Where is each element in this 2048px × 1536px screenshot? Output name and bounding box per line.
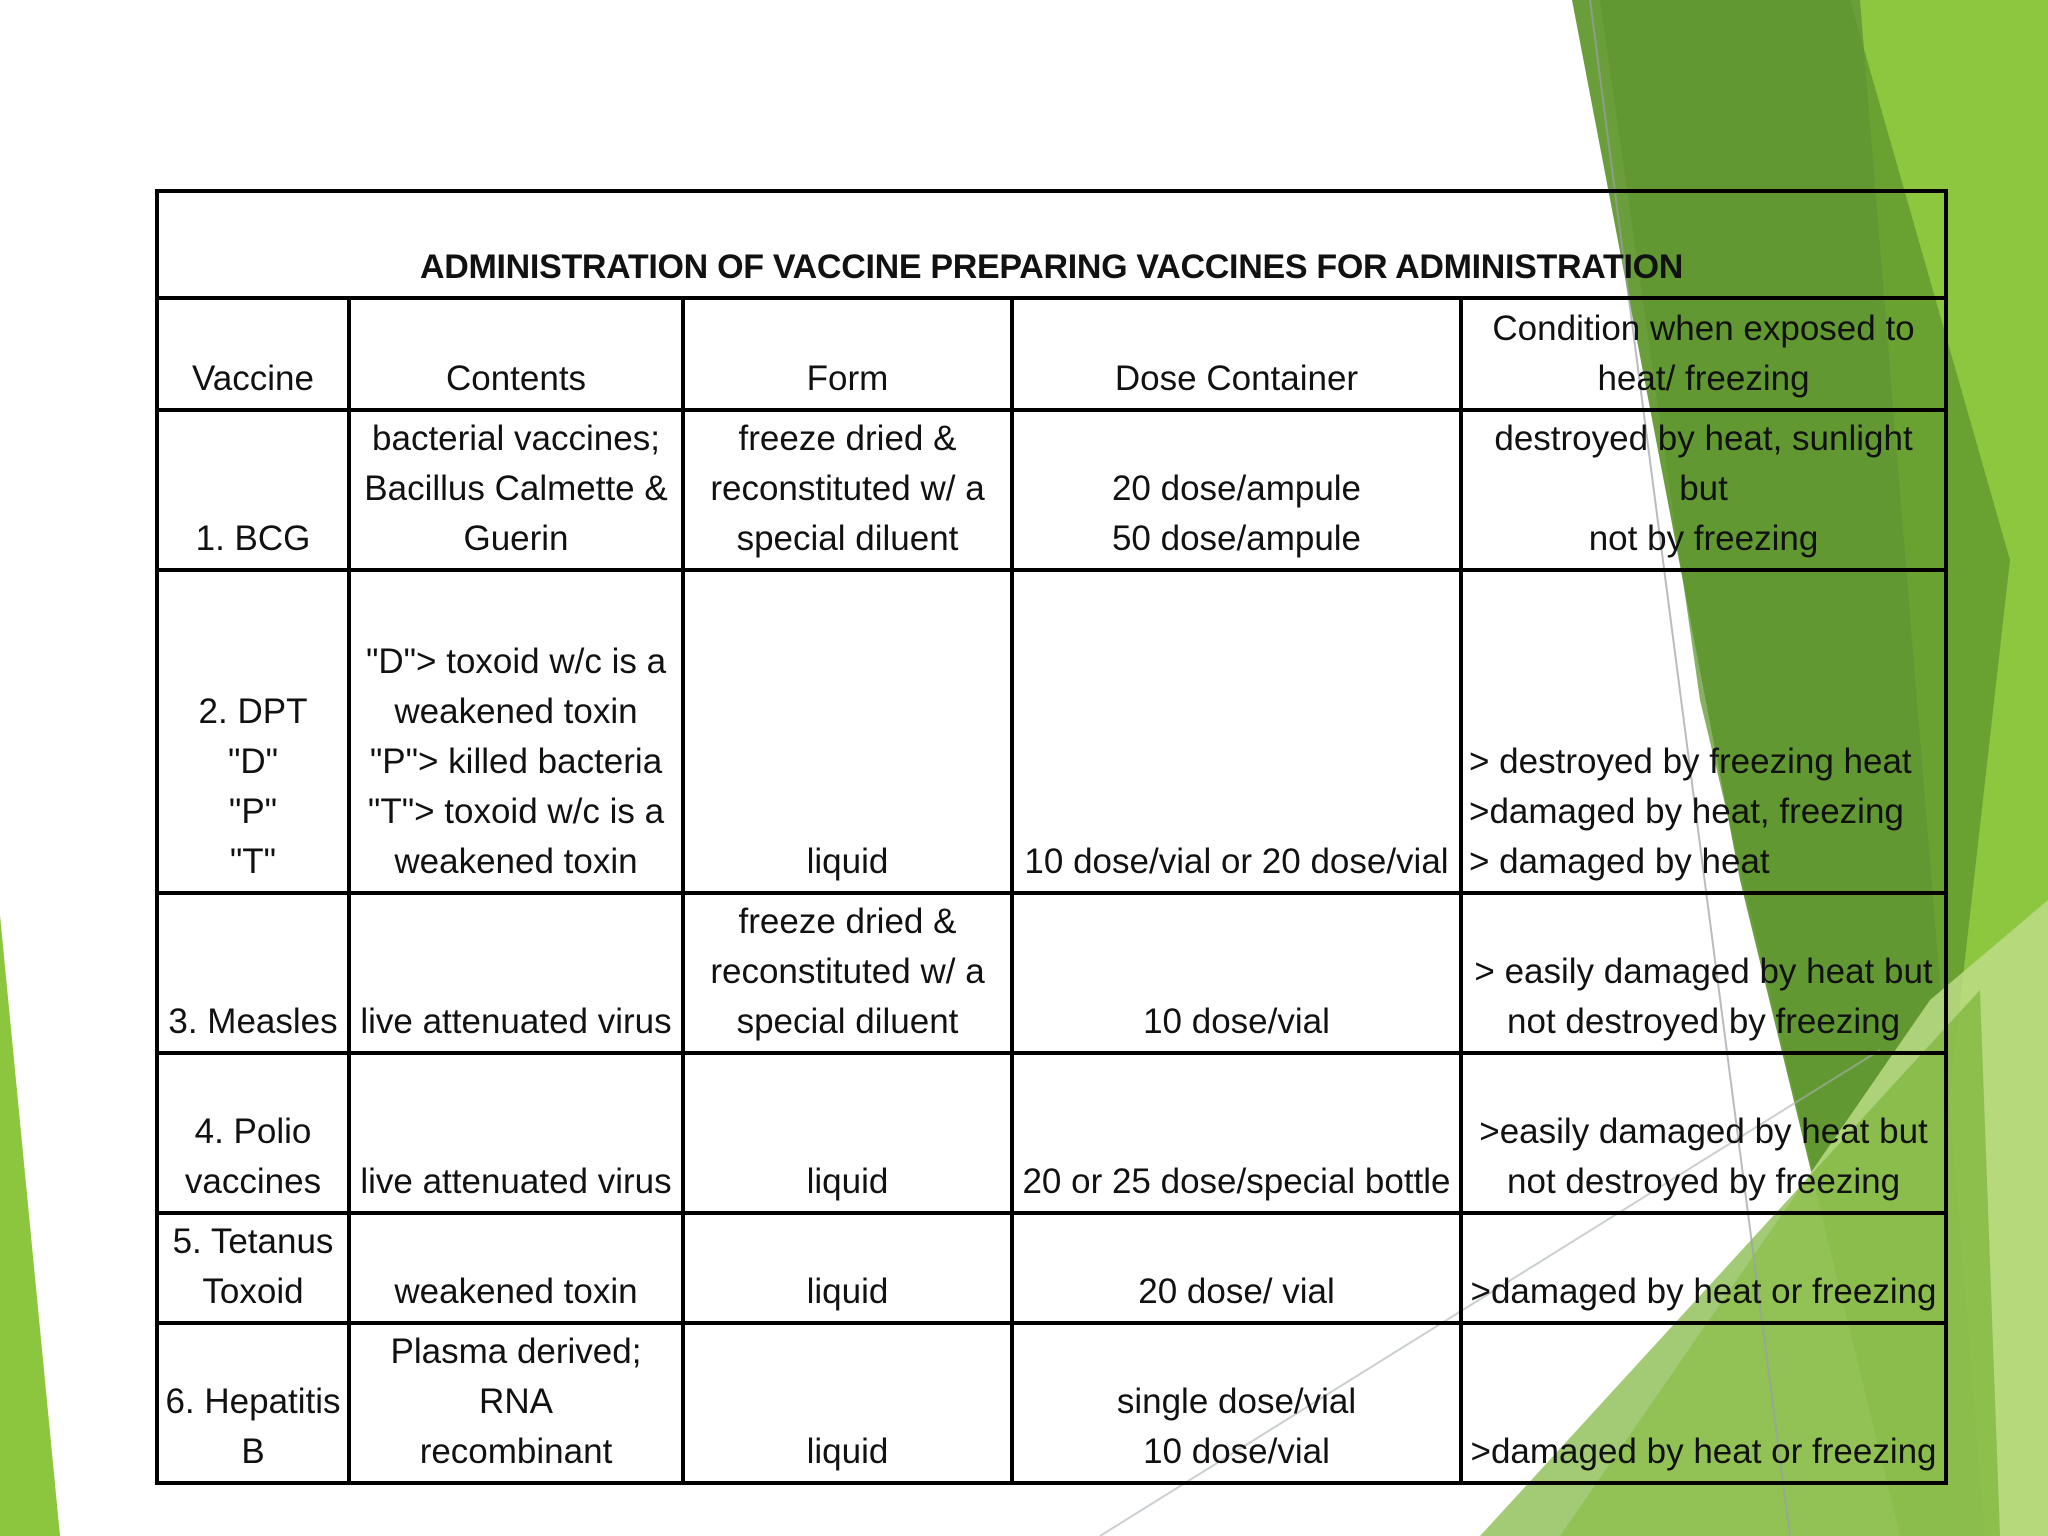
left-green-shape xyxy=(0,915,60,1536)
header-dose-container: Dose Container xyxy=(1012,298,1461,410)
header-form: Form xyxy=(683,298,1012,410)
cell-vaccine: 2. DPT "D" "P" "T" xyxy=(157,570,349,893)
cell-condition: >easily damaged by heat but not destroyed by freezing xyxy=(1461,1053,1946,1213)
table-row xyxy=(157,1323,1946,1483)
table-row xyxy=(157,570,1946,893)
cell-form: freeze dried & reconstituted w/ a special diluent xyxy=(683,893,1012,1053)
cell-contents: weakened toxin xyxy=(349,1213,683,1323)
cell-contents: "D"> toxoid w/c is a weakened toxin "P"> killed bacteria "T"> toxoid w/c is a weakened toxin xyxy=(349,570,683,893)
table-row xyxy=(157,893,1946,1053)
cell-contents: Plasma derived; RNA recombinant xyxy=(349,1323,683,1483)
cell-dose-container: single dose/vial 10 dose/vial xyxy=(1012,1323,1461,1483)
cell-condition: destroyed by heat, sunlight but not by freezing xyxy=(1461,410,1946,570)
header-contents: Contents xyxy=(349,298,683,410)
table-header-row xyxy=(157,298,1946,410)
cell-form: liquid xyxy=(683,1053,1012,1213)
cell-vaccine: 5. Tetanus Toxoid xyxy=(157,1213,349,1323)
table-title: ADMINISTRATION OF VACCINE PREPARING VACCINES FOR ADMINISTRATION xyxy=(157,191,1946,298)
cell-form: freeze dried & reconstituted w/ a special diluent xyxy=(683,410,1012,570)
vaccine-table xyxy=(155,189,1948,1485)
cell-contents: live attenuated virus xyxy=(349,893,683,1053)
cell-vaccine: 4. Polio vaccines xyxy=(157,1053,349,1213)
table-row xyxy=(157,1053,1946,1213)
table-title-row xyxy=(157,191,1946,298)
cell-vaccine: 6. Hepatitis B xyxy=(157,1323,349,1483)
cell-vaccine: 1. BCG xyxy=(157,410,349,570)
cell-dose-container: 20 or 25 dose/special bottle xyxy=(1012,1053,1461,1213)
cell-dose-container: 20 dose/ampule 50 dose/ampule xyxy=(1012,410,1461,570)
cell-form: liquid xyxy=(683,1213,1012,1323)
cell-contents: bacterial vaccines; Bacillus Calmette & Guerin xyxy=(349,410,683,570)
cell-condition: >damaged by heat or freezing xyxy=(1461,1213,1946,1323)
cell-dose-container: 10 dose/vial xyxy=(1012,893,1461,1053)
cell-vaccine: 3. Measles xyxy=(157,893,349,1053)
cell-condition: >damaged by heat or freezing xyxy=(1461,1323,1946,1483)
table-row xyxy=(157,1213,1946,1323)
header-condition: Condition when exposed to heat/ freezing xyxy=(1461,298,1946,410)
cell-condition: > easily damaged by heat but not destroyed by freezing xyxy=(1461,893,1946,1053)
cell-condition: > destroyed by freezing heat >damaged by heat, freezing > damaged by heat xyxy=(1461,570,1946,893)
header-vaccine: Vaccine xyxy=(157,298,349,410)
cell-contents: live attenuated virus xyxy=(349,1053,683,1213)
cell-form: liquid xyxy=(683,570,1012,893)
cell-form: liquid xyxy=(683,1323,1012,1483)
cell-dose-container: 20 dose/ vial xyxy=(1012,1213,1461,1323)
cell-dose-container: 10 dose/vial or 20 dose/vial xyxy=(1012,570,1461,893)
table-row xyxy=(157,410,1946,570)
